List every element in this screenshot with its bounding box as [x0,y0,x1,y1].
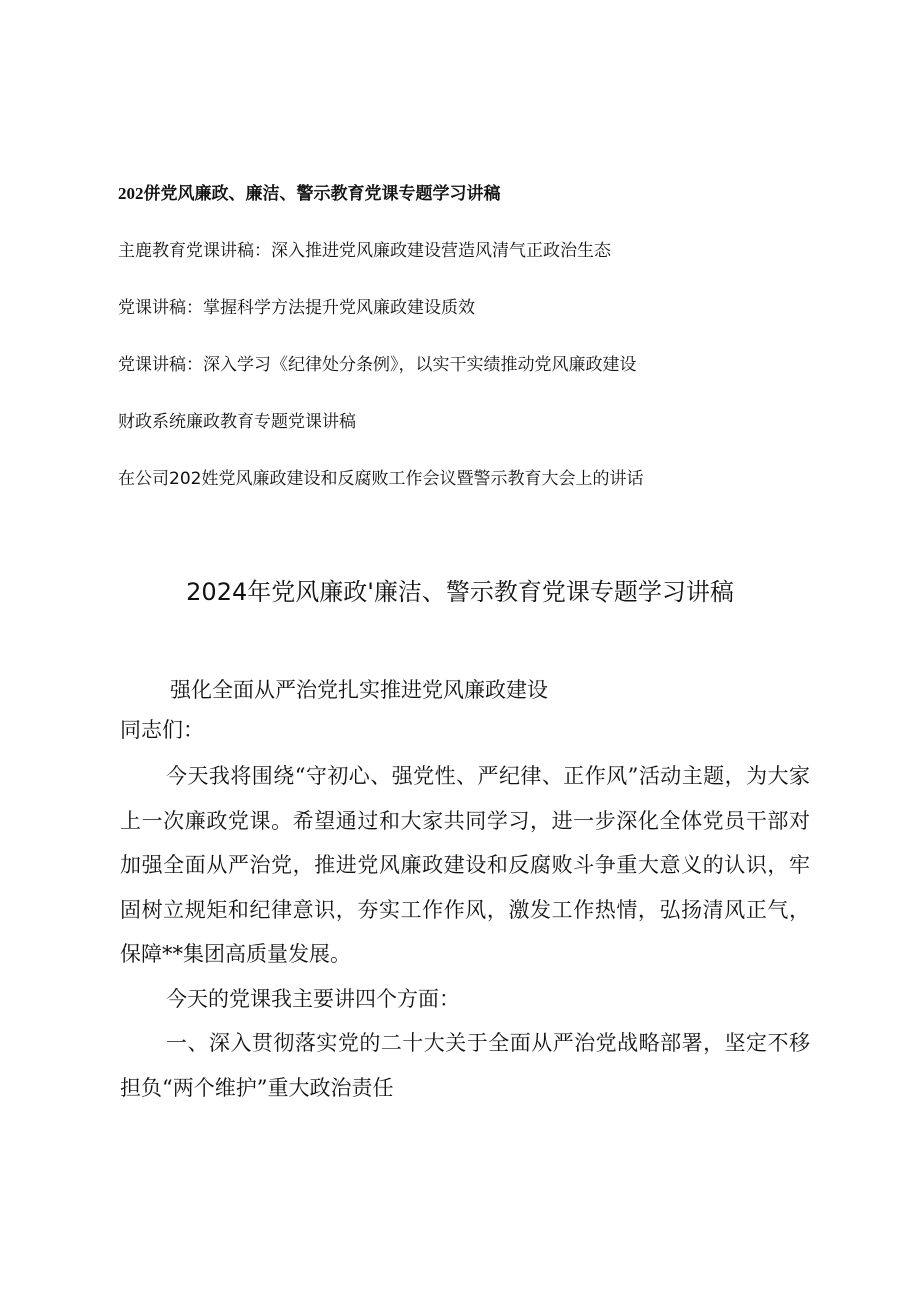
paragraph: 今天的党课我主要讲四个方面： [166,986,460,1011]
paragraph: 今天我将围绕“守初心、强党性、严纪律、正作风”活动主题，为大家上一次廉政党课。希望通过和大家共同学习，进一步深化全体党员干部对加强全面从严治党，推进党风廉政建设和反腐败斗争重大意义的认识，牢固树立规矩和纪律意识，夯实工作作风，激发工作热情，弘扬清风正气，保障**集团高质量发展。 [120,764,810,966]
toc-item[interactable]: 主鹿教育党课讲稿：深入推进党风廉政建设营造风清气正政治生态 [118,241,611,261]
section-heading: 一、深入贯彻落实党的二十大关于全面从严治党战略部署，坚定不移担负“两个维护”重大政治责任 [120,1031,810,1100]
document-title: 2024年党风廉政'廉洁、警示教育党课专题学习讲稿 [186,578,734,606]
toc-item[interactable]: 党课讲稿：深入学习《纪律处分条例》，以实干实绩推动党风廉政建设 [118,355,637,375]
toc-item[interactable]: 财政系统廉政教育专题党课讲稿 [118,412,356,432]
toc-item[interactable]: 202併党风廉政、廉洁、警示教育党课专题学习讲稿 [118,184,501,203]
salutation: 同志们： [120,718,204,742]
table-of-contents [118,182,878,524]
toc-item[interactable]: 党课讲稿：掌握科学方法提升党风廉政建设质效 [118,298,475,318]
toc-item[interactable]: 在公司202姓党风廉政建设和反腐败工作会议暨警示教育大会上的讲话 [118,469,644,489]
document-body [120,670,810,1110]
document-subtitle: 强化全面从严治党扎实推进党风廉政建设 [170,678,548,702]
